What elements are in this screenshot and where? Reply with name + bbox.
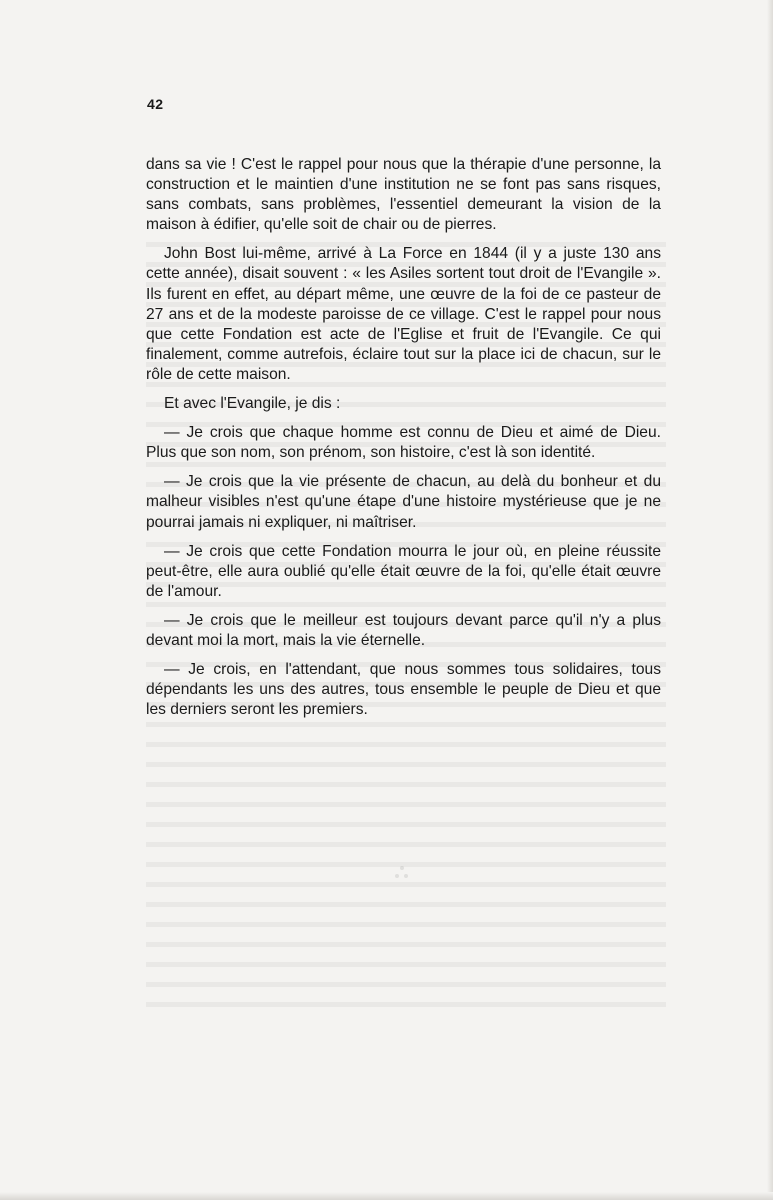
page-edge-bottom [0, 1192, 773, 1200]
paragraph: — Je crois que le meilleur est toujours devant parce qu'il n'y a plus devant moi la mort, mais la vie éternelle. [146, 611, 661, 649]
page-edge [767, 0, 773, 1200]
paragraph: — Je crois, en l'attendant, que nous sommes tous solidaires, tous dépendants les uns des autres, tous ensemble le peuple de Dieu et que les derniers seront les premiers. [146, 661, 661, 719]
body-text [146, 155, 661, 729]
paragraph: — Je crois que chaque homme est connu de Dieu et aimé de Dieu. Plus que son nom, son prénom, son histoire, c'est là son identité. [146, 424, 661, 462]
paragraph: — Je crois que cette Fondation mourra le jour où, en pleine réussite peut-être, elle aura oublié qu'elle était œuvre de la foi, qu'elle était œuvre de l'amour. [146, 542, 661, 600]
paragraph: — Je crois que la vie présente de chacun, au delà du bonheur et du malheur visibles n'est qu'une étape d'une histoire mystérieuse que je ne pourrai jamais ni expliquer, ni maîtriser. [146, 473, 661, 531]
paragraph: dans sa vie ! C'est le rappel pour nous que la thérapie d'une personne, la construction et le maintien d'une institution ne se font pas sans risques, sans combats, sans problèmes, l'essentiel demeurant la vision de la maison à édifier, qu'elle soit de chair ou de pierres. [146, 156, 661, 234]
paragraph: John Bost lui-même, arrivé à La Force en 1844 (il y a juste 130 ans cette année), disait souvent : « les Asiles sortent tout droit de l'Evangile ». Ils furent en effet, au départ même, une œuvre de la foi de ce pasteur de 27 ans et de la modeste paroisse de ce village. C'est le rappel pour nous que cette Fondation est acte de l'Eglise et fruit de l'Evangile. Ce qui finalement, comme autrefois, éclaire tout sur la place ici de chacun, sur le rôle de cette maison. [146, 245, 661, 383]
bleed-through-dots [395, 866, 409, 884]
paragraph: Et avec l'Evangile, je dis : [164, 395, 341, 413]
page-number: 42 [147, 96, 164, 112]
